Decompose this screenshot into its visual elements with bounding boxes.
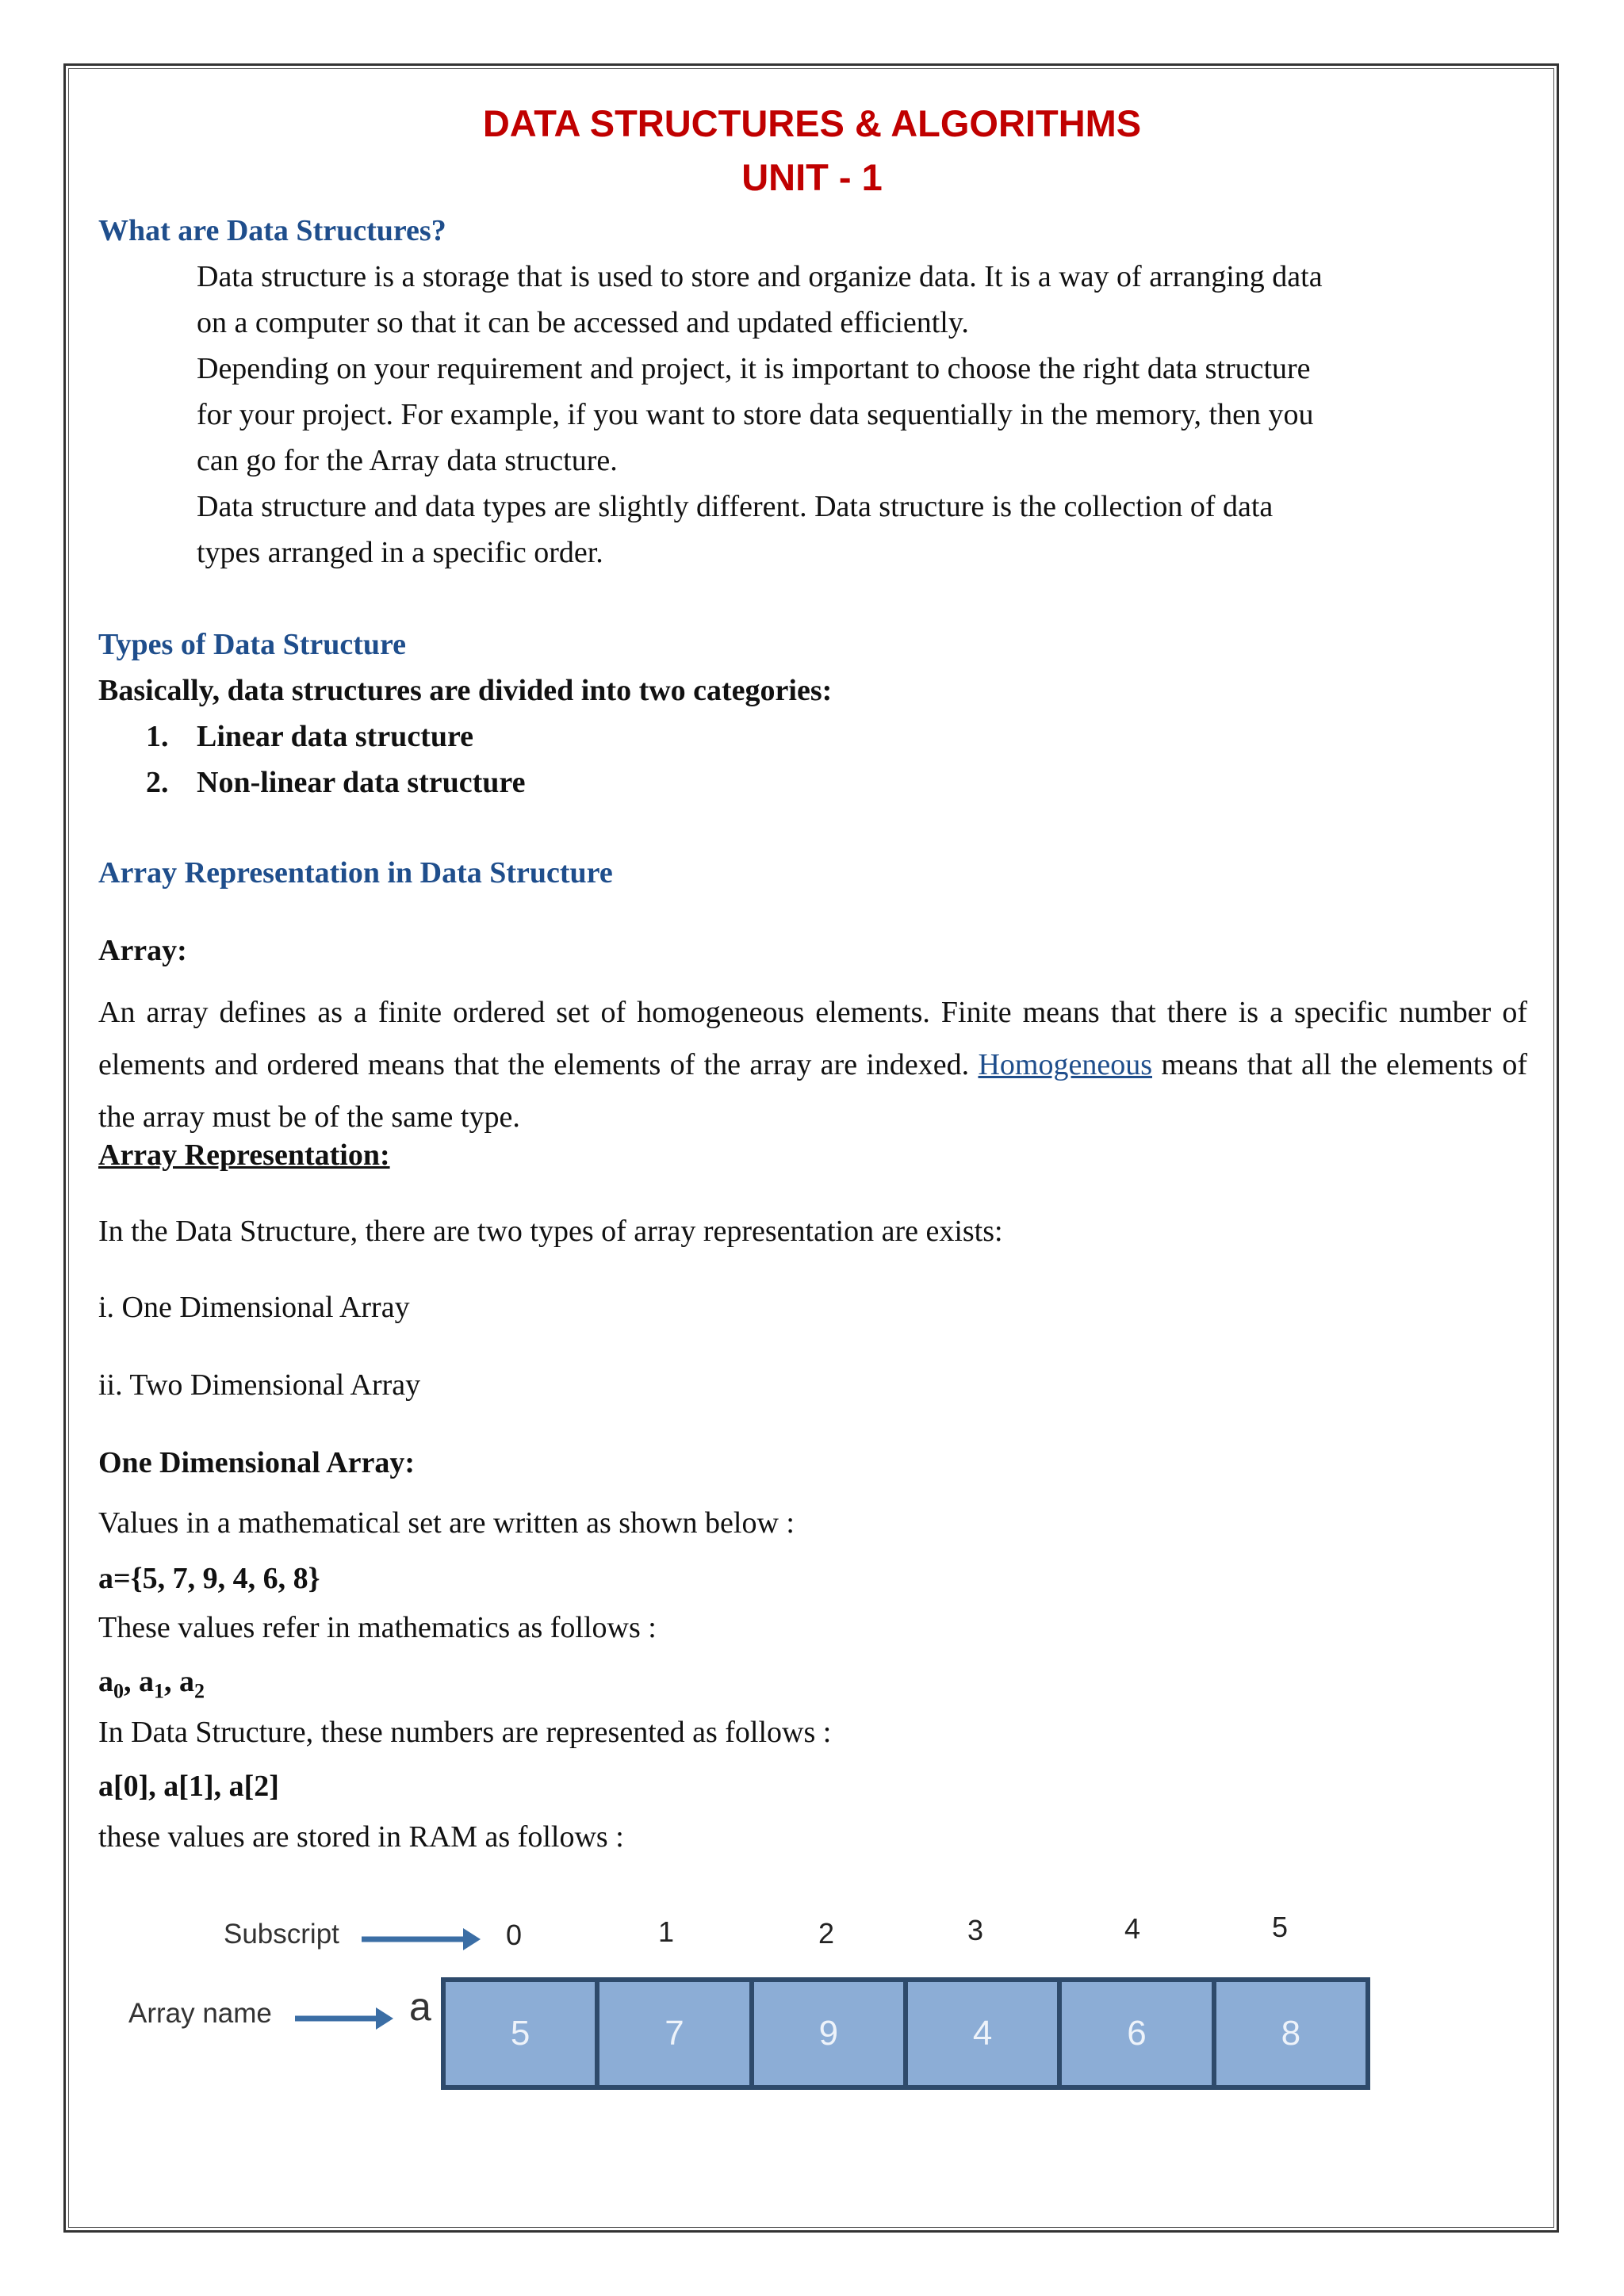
types-intro: Basically, data structures are divided into two categories: [98, 674, 833, 707]
paragraph-line: these values are stored in RAM as follows : [98, 1820, 624, 1854]
list-number: 2. [146, 766, 169, 799]
math-sub: 1 [154, 1679, 164, 1703]
paragraph-line: These values refer in mathematics as follows : [98, 1611, 657, 1644]
homogeneous-link[interactable]: Homogeneous [978, 1048, 1152, 1081]
array-memory-row [441, 1977, 1370, 2090]
array-definition-paragraph [98, 986, 1527, 1143]
array-cell: 6 [1062, 1982, 1216, 2085]
document-title: DATA STRUCTURES & ALGORITHMS [482, 102, 1142, 144]
heading-what-are-data-structures: What are Data Structures? [98, 214, 446, 247]
representation-item: ii. Two Dimensional Array [98, 1368, 421, 1402]
paragraph-line: types arranged in a specific order. [197, 536, 603, 569]
array-cell: 5 [446, 1982, 599, 2085]
paragraph-line: Data structure and data types are slightly different. Data structure is the collection of data [197, 490, 1274, 523]
representation-intro: In the Data Structure, there are two types of array representation are exists: [98, 1215, 1003, 1248]
array-cell: 9 [754, 1982, 908, 2085]
array-label: Array: [98, 934, 187, 967]
indexed-notation: a[0], a[1], a[2] [98, 1770, 279, 1803]
paragraph-line: Depending on your requirement and project, it is important to choose the right data structure [197, 352, 1311, 385]
heading-one-dimensional-array: One Dimensional Array: [98, 1446, 415, 1479]
paragraph-line: can go for the Array data structure. [197, 444, 618, 477]
paragraph-line: Data structure is a storage that is used to store and organize data. It is a way of arranging data [197, 260, 1323, 293]
math-base: a [139, 1665, 154, 1698]
array-cell: 4 [908, 1982, 1062, 2085]
math-base: a [179, 1665, 194, 1698]
subscript-number: 1 [657, 1915, 675, 1948]
math-sub: 2 [194, 1679, 205, 1703]
heading-array-representation: Array Representation in Data Structure [98, 856, 613, 890]
list-label: Linear data structure [197, 720, 474, 753]
document-unit: UNIT - 1 [741, 156, 883, 198]
array-cell: 8 [1281, 2014, 1301, 2053]
set-notation: a={5, 7, 9, 4, 6, 8} [98, 1562, 320, 1595]
math-notation: $a_0$, $a_1$, $a_2$ [98, 1665, 205, 1703]
representation-item: i. One Dimensional Array [98, 1291, 410, 1324]
subscript-arrow-icon [362, 1923, 481, 1955]
paragraph-line: on a computer so that it can be accessed and updated efficiently. [197, 306, 969, 339]
list-item [146, 717, 473, 756]
subscript-number: 4 [1124, 1912, 1141, 1945]
math-sub: 0 [113, 1679, 124, 1703]
list-number: 1. [146, 720, 169, 753]
math-base: a [98, 1665, 113, 1698]
subscript-number: 5 [1271, 1911, 1289, 1943]
subscript-number: 2 [818, 1917, 835, 1950]
array-name-label: Array name [128, 1998, 272, 2029]
subscript-number: 0 [505, 1919, 523, 1951]
paragraph-line: for your project. For example, if you want to store data sequentially in the memory, then you [197, 398, 1314, 431]
subscript-number: 3 [967, 1914, 984, 1946]
array-cell: 7 [599, 1982, 753, 2085]
list-label: Non-linear data structure [197, 766, 526, 799]
paragraph-line: In Data Structure, these numbers are represented as follows : [98, 1716, 832, 1749]
array-definition-text-end: means that all the elements of the array must be of the same type. [98, 1048, 1528, 1134]
array-representation-label: Array Representation: [98, 1138, 390, 1172]
list-item [146, 763, 525, 802]
paragraph-line: Values in a mathematical set are written as shown below : [98, 1506, 795, 1540]
array-name-arrow-icon [295, 2003, 393, 2034]
subscript-label: Subscript [224, 1919, 339, 1950]
array-definition-text: An array defines as a finite ordered set of homogeneous elements. Finite means that there is a specific number of elements and ordered means that the elements of the array are indexed. [98, 996, 1527, 1081]
heading-types-of-data-structure: Types of Data Structure [98, 628, 407, 661]
array-name: a [409, 1984, 431, 2029]
